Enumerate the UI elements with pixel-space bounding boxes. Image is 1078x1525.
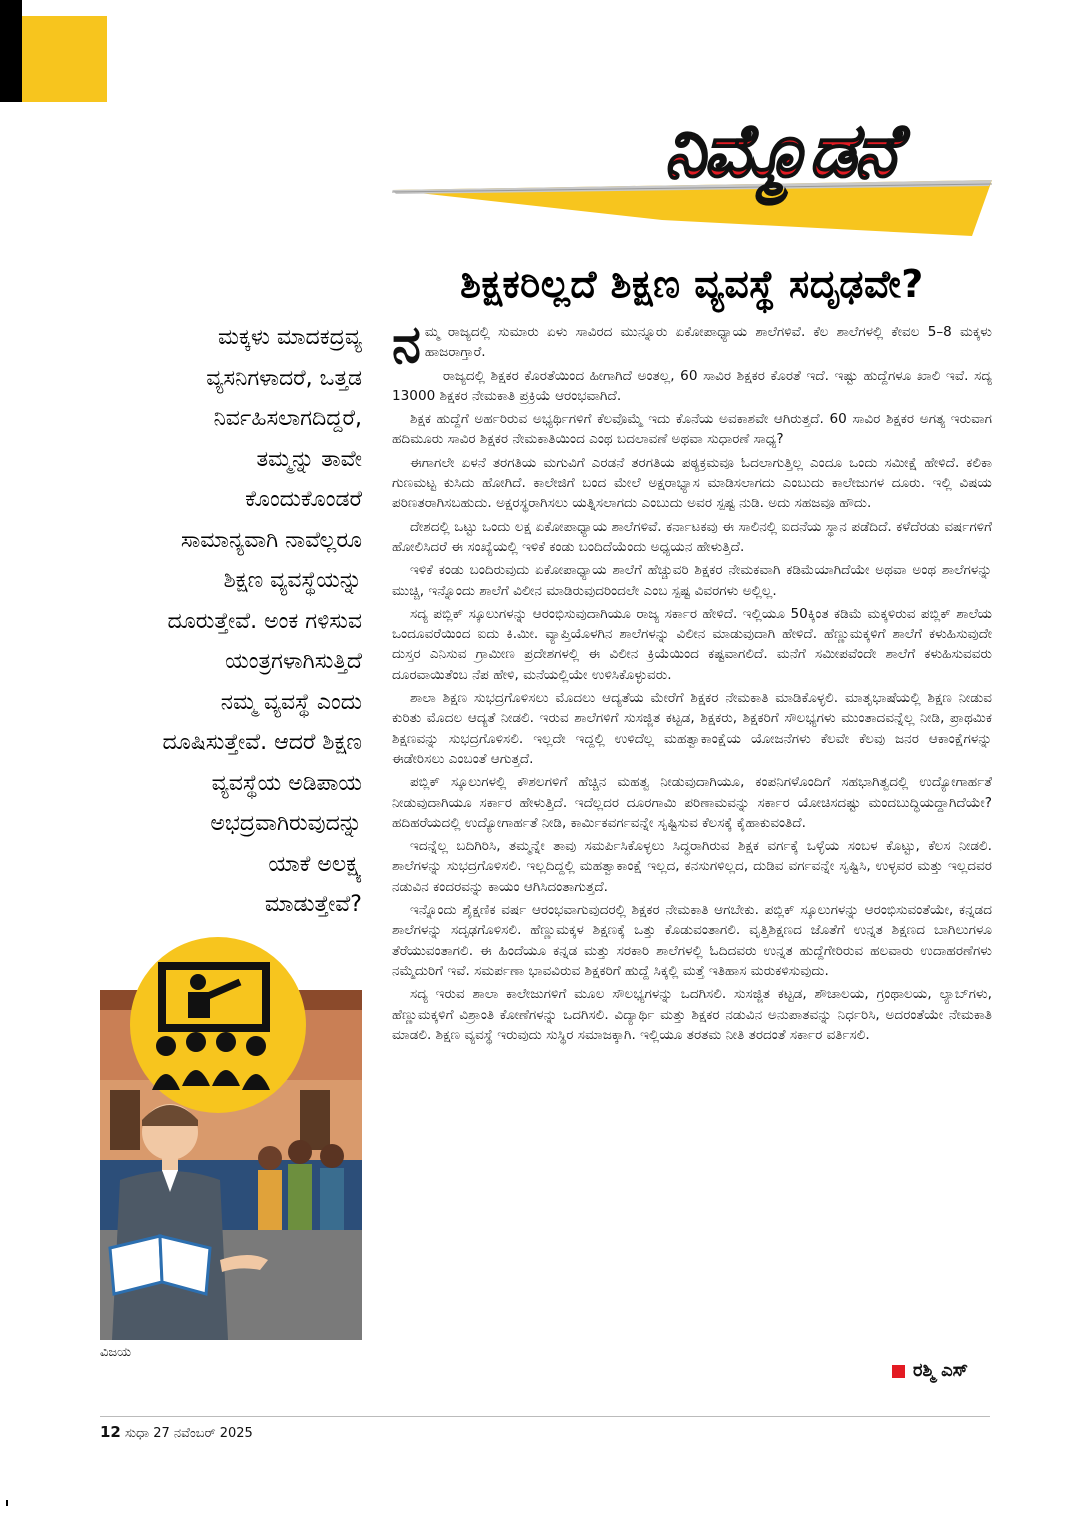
author-name: ರಶ್ಮಿ ಎಸ್ (913, 1360, 969, 1381)
byline (892, 1360, 968, 1381)
pull-quote-line: ನಮ್ಮ ವ್ಯವಸ್ಥೆ ಎಂದು (220, 689, 362, 715)
page-number: 12 (100, 1423, 121, 1441)
drop-cap: ನ (392, 314, 421, 375)
illustration-caption: ವಿಜಯ (100, 1345, 132, 1360)
column-banner (392, 108, 992, 248)
article-paragraph: ಇದನ್ನೆಲ್ಲ ಬದಿಗಿರಿಸಿ, ತಮ್ಮನ್ನೇ ತಾವು ಸಮರ್ಪಿಸಿಕೊಳ್ಳಲು ಸಿದ್ಧರಾಗಿರುವ ಶಿಕ್ಷಕ ವರ್ಗಕ್ಕೆ ಒಳ್ಳೆಯ ಸಂಬಳ ಕೊಟ್ಟು, ಕೆಲಸ ನೀಡಲಿ. ಶಾಲೆಗಳನ್ನು ಸುಭದ್ರಗೊಳಿಸಲಿ. ಇಲ್ಲದಿದ್ದಲ್ಲಿ ಮಹತ್ವಾಕಾಂಕ್ಷೆ ಇಲ್ಲದ, ಕನಸುಗಳಿಲ್ಲದ, ದುಡಿವ ವರ್ಗವನ್ನೇ ಸೃಷ್ಟಿಸಿ, ಉಳ್ಳವರ ಮತ್ತು ಇಲ್ಲದವರ ನಡುವಿನ ಕಂದರವನ್ನು ಕಾಯಂ ಆಗಿಸಿದಂತಾಗುತ್ತದೆ. (392, 838, 992, 895)
corner-black-bar (0, 0, 22, 102)
article-body (392, 314, 992, 1048)
article-paragraph: ಇಳಿಕೆ ಕಂಡು ಬಂದಿರುವುದು ಏಕೋಪಾಧ್ಯಾಯ ಶಾಲೆಗೆ ಹೆಚ್ಚುವರಿ ಶಿಕ್ಷಕರ ನೇಮಕವಾಗಿ ಕಡಿಮೆಯಾಗಿದೆಯೇ ಅಥವಾ ಅಂಥ ಶಾಲೆಗಳನ್ನು ಮುಚ್ಚಿ, ಇನ್ನೊಂದು ಶಾಲೆಗೆ ವಿಲೀನ ಮಾಡಿರುವುದರಿಂದಲೇ ಎಂಬ ಸ್ಪಷ್ಟ ವಿವರಗಳು ಅಲ್ಲಿಲ್ಲ. (392, 562, 992, 599)
pull-quote-line: ಯಂತ್ರಗಳಾಗಿಸುತ್ತಿದೆ (225, 649, 362, 674)
article-paragraph: ದೇಶದಲ್ಲಿ ಒಟ್ಟು ಒಂದು ಲಕ್ಷ ಏಕೋಪಾಧ್ಯಾಯ ಶಾಲೆಗಳಿವೆ. ಕರ್ನಾಟಕವು ಈ ಸಾಲಿನಲ್ಲಿ ಐದನೆಯ ಸ್ಥಾನ ಪಡೆದಿದೆ. ಕಳೆದೆರಡು ವರ್ಷಗಳಿಗೆ ಹೋಲಿಸಿದರೆ ಈ ಸಂಖ್ಯೆಯಲ್ಲಿ ಇಳಿಕೆ ಕಂಡು ಬಂದಿದೆಯೆಂದು ಅಧ್ಯಯನ ಹೇಳುತ್ತಿದೆ. (392, 518, 992, 555)
pull-quote-line: ಮಾಡುತ್ತೇವೆ? (264, 892, 362, 917)
pull-quote-line: ನಿರ್ವಹಿಸಲಾಗದಿದ್ದರೆ, (213, 406, 362, 431)
pull-quote (100, 318, 362, 926)
pull-quote-line: ಮಕ್ಕಳು ಮಾದಕದ್ರವ್ಯ (218, 325, 362, 350)
pull-quote-line: ಅಭದ್ರವಾಗಿರುವುದನ್ನು (210, 811, 362, 836)
footer-divider (100, 1416, 990, 1417)
article-paragraph: ಇನ್ನೊಂದು ಶೈಕ್ಷಣಿಕ ವರ್ಷ ಆರಂಭವಾಗುವುದರಲ್ಲಿ ಶಿಕ್ಷಕರ ನೇಮಕಾತಿ ಆಗಬೇಕು. ಪಬ್ಲಿಕ್ ಸ್ಕೂಲುಗಳನ್ನು ಆರಂಭಿಸುವಂತೆಯೇ, ಕನ್ನಡದ ಶಾಲೆಗಳನ್ನು ಸದೃಢಗೊಳಿಸಲಿ. ಹೆಣ್ಣುಮಕ್ಕಳ ಶಿಕ್ಷಣಕ್ಕೆ ಒತ್ತು ಕೊಡುವಂತಾಗಲಿ. ವೃತ್ತಿಶಿಕ್ಷಣದ ಜೊತೆಗೆ ಉನ್ನತ ಶಿಕ್ಷಣದ ಬಾಗಿಲುಗಳೂ ತೆರೆಯುವಂತಾಗಲಿ. ಈ ಹಿಂದೆಯೂ ಕನ್ನಡ ಮತ್ತು ಸರಕಾರಿ ಶಾಲೆಗಳಲ್ಲಿ ಓದಿದವರು ಉನ್ನತ ಹುದ್ದೆಗೇರಿರುವ ಹಲವಾರು ಉದಾಹರಣೆಗಳು ನಮ್ಮೆದುರಿಗೆ ಇವೆ. ಸಮರ್ಪಣಾ ಭಾವವಿರುವ ಶಿಕ್ಷಕರಿಗೆ ಹುದ್ದೆ ಸಿಕ್ಕಲ್ಲಿ ಮತ್ತೆ ಇತಿಹಾಸ ಮರುಕಳಿಸುವುದು. (392, 902, 992, 979)
article-paragraph: ಶಾಲಾ ಶಿಕ್ಷಣ ಸುಭದ್ರಗೊಳಿಸಲು ಮೊದಲು ಆದ್ಯತೆಯ ಮೇರೆಗೆ ಶಿಕ್ಷಕರ ನೇಮಕಾತಿ ಮಾಡಿಕೊಳ್ಳಲಿ. ಮಾತೃಭಾಷೆಯಲ್ಲಿ ಶಿಕ್ಷಣ ನೀಡುವ ಕುರಿತು ಮೊದಲ ಆದ್ಯತೆ ನೀಡಲಿ. ಇರುವ ಶಾಲೆಗಳಿಗೆ ಸುಸಜ್ಜಿತ ಕಟ್ಟಡ, ಶಿಕ್ಷಕರು, ಶಿಕ್ಷಕರಿಗೆ ಸೌಲಭ್ಯಗಳು ಮುಂತಾದವನ್ನೆಲ್ಲ ನೀಡಿ, ಪ್ರಾಥಮಿಕ ಶಿಕ್ಷಣವನ್ನು ಸುಭದ್ರಗೊಳಿಸಲಿ. ಇಲ್ಲದೇ ಇದ್ದಲ್ಲಿ ಉಳಿದೆಲ್ಲ ಮಹತ್ವಾಕಾಂಕ್ಷೆಯ ಯೋಜನೆಗಳು ಕೆಲವೇ ಕೆಲವು ಜನರ ಆಕಾಂಕ್ಷೆಗಳನ್ನು ಈಡೇರಿಸಲು ಎಂಬಂತೆ ಆಗುತ್ತದೆ. (392, 690, 992, 767)
article-paragraph: ನಮ್ಮ ರಾಜ್ಯದಲ್ಲಿ ಸುಮಾರು ಏಳು ಸಾವಿರದ ಮುನ್ನೂರು ಏಕೋಪಾಧ್ಯಾಯ ಶಾಲೆಗಳಿವೆ. ಕೆಲ ಶಾಲೆಗಳಲ್ಲಿ ಕೇವಲ 5–8 ಮಕ್ಕಳು ಹಾಜರಾಗ್ತಾರೆ. (392, 314, 992, 375)
headline: ಶಿಕ್ಷಕರಿಲ್ಲದೆ ಶಿಕ್ಷಣ ವ್ಯವಸ್ಥೆ ಸದೃಢವೇ? (460, 262, 924, 306)
pull-quote-line: ದೂರುತ್ತೇವೆ. ಅಂಕ ಗಳಿಸುವ (167, 608, 362, 634)
pull-quote-line: ವ್ಯವಸ್ಥೆಯ ಅಡಿಪಾಯ (211, 770, 362, 796)
article-paragraph: ಪಬ್ಲಿಕ್ ಸ್ಕೂಲುಗಳಲ್ಲಿ ಕೌಶಲಗಳಿಗೆ ಹೆಚ್ಚಿನ ಮಹತ್ವ ನೀಡುವುದಾಗಿಯೂ, ಕಂಪನಿಗಳೊಂದಿಗೆ ಸಹಭಾಗಿತ್ವದಲ್ಲಿ ಉದ್ಯೋಗಾರ್ಹತೆ ನೀಡುವುದಾಗಿಯೂ ಸರ್ಕಾರ ಹೇಳುತ್ತಿದೆ. ಇದೆಲ್ಲದರ ದೂರಗಾಮಿ ಪರಿಣಾಮವನ್ನು ಸರ್ಕಾರ ಯೋಚಿಸದಷ್ಟು ಮಂದಬುದ್ಧಿಯದ್ದಾಗಿದೆಯೇ? ಹದಿಹರೆಯದಲ್ಲಿ ಉದ್ಯೋಗಾರ್ಹತೆ ನೀಡಿ, ಕಾರ್ಮಿಕವರ್ಗವನ್ನೇ ಸೃಷ್ಟಿಸುವ ಕೆಲಸಕ್ಕೆ ಕೈಹಾಕುವಂತಿದೆ. (392, 774, 992, 831)
issue-date: 27 ನವೆಂಬರ್ 2025 (153, 1426, 253, 1441)
pull-quote-line: ಕೊಂದುಕೊಂಡರೆ (245, 487, 362, 512)
pull-quote-line: ದೂಷಿಸುತ್ತೇವೆ. ಆದರೆ ಶಿಕ್ಷಣ (162, 730, 362, 755)
pull-quote-line: ಯಾಕೆ ಅಲಕ್ಷ್ಯ (268, 851, 362, 877)
corner-yellow-block (22, 16, 107, 102)
article-paragraph: ಈಗಾಗಲೇ ಏಳನೆ ತರಗತಿಯ ಮಗುವಿಗೆ ಎರಡನೆ ತರಗತಿಯ ಪಠ್ಯಕ್ರಮವೂ ಓದಲಾಗುತ್ತಿಲ್ಲ ಎಂದೂ ಒಂದು ಸಮೀಕ್ಷೆ ಹೇಳಿದೆ. ಕಲಿಕಾ ಗುಣಮಟ್ಟ ಕುಸಿದು ಹೋಗಿದೆ. ಕಾಲೇಜಿಗೆ ಬಂದ ಮೇಲೆ ಅಕ್ಷರಾಭ್ಯಾಸ ಮಾಡಿಸಲಾಗದು ಎಂಬುದು ಕಾಲೇಜುಗಳ ದೂರು. ಇಲ್ಲಿ ವಿಷಯ ಪರಿಣತರಾಗಿಸಬಹುದು. ಅಕ್ಷರಸ್ಥರಾಗಿಸಲು ಯತ್ನಿಸಲಾಗದು ಎಂಬುದು ಅವರ ಸ್ಪಷ್ಟ ನುಡಿ. ಅದು ಸಹಜವೂ ಹೌದು. (392, 454, 992, 512)
banner-title: ನಿಮ್ಮೊಡನೆ (664, 108, 897, 194)
article-paragraph: ಸದ್ಯ ಇರುವ ಶಾಲಾ ಕಾಲೇಜುಗಳಿಗೆ ಮೂಲ ಸೌಲಭ್ಯಗಳನ್ನು ಒದಗಿಸಲಿ. ಸುಸಜ್ಜಿತ ಕಟ್ಟಡ, ಶೌಚಾಲಯ, ಗ್ರಂಥಾಲಯ, ಲ್ಯಾಬ್‌ಗಳು, ಹೆಣ್ಣುಮಕ್ಕಳಿಗೆ ವಿಶ್ರಾಂತಿ ಕೋಣೆಗಳನ್ನು ಒದಗಿಸಲಿ. ವಿದ್ಯಾರ್ಥಿ ಮತ್ತು ಶಿಕ್ಷಕರ ನಡುವಿನ ಅನುಪಾತವನ್ನು ನಿರ್ಧರಿಸಿ, ಅದರಂತೆಯೇ ನೇಮಕಾತಿ ಮಾಡಲಿ. ಶಿಕ್ಷಣ ವ್ಯವಸ್ಥೆ ಇರುವುದು ಸುಸ್ಥಿರ ಸಮಾಜಕ್ಕಾಗಿ. ಇಲ್ಲಿಯೂ ತರತಮ ನೀತಿ ತರದಂತೆ ಸರ್ಕಾರ ವರ್ತಿಸಲಿ. (392, 986, 992, 1043)
page-footer (100, 1423, 253, 1441)
article-paragraph: ಶಿಕ್ಷಕ ಹುದ್ದೆಗೆ ಅರ್ಹರಿರುವ ಅಭ್ಯರ್ಥಿಗಳಿಗೆ ಕೆಲವೊಮ್ಮೆ ಇದು ಕೊನೆಯ ಅವಕಾಶವೇ ಆಗಿರುತ್ತದೆ. 60 ಸಾವಿರ ಶಿಕ್ಷಕರ ಅಗತ್ಯ ಇರುವಾಗ ಹದಿಮೂರು ಸಾವಿರ ಶಿಕ್ಷಕರ ನೇಮಕಾತಿಯಿಂದ ಎಂಥ ಬದಲಾವಣೆ ಅಥವಾ ಸುಧಾರಣೆ ಸಾಧ್ಯ? (392, 411, 992, 448)
pull-quote-line: ವ್ಯಸನಿಗಳಾದರೆ, ಒತ್ತಡ (206, 365, 362, 391)
byline-square-icon (892, 1365, 905, 1378)
classroom-illustration (100, 930, 362, 1340)
article-paragraph: ಸದ್ಯ ಪಬ್ಲಿಕ್ ಸ್ಕೂಲುಗಳನ್ನು ಆರಂಭಿಸುವುದಾಗಿಯೂ ರಾಜ್ಯ ಸರ್ಕಾರ ಹೇಳಿದೆ. ಇಲ್ಲಿಯೂ 50ಕ್ಕಿಂತ ಕಡಿಮೆ ಮಕ್ಕಳಿರುವ ಪಬ್ಲಿಕ್ ಶಾಲೆಯ ಒಂದೂವರೆಯಿಂದ ಐದು ಕಿ.ಮೀ. ವ್ಯಾಪ್ತಿಯೊಳಗಿನ ಶಾಲೆಗಳನ್ನು ವಿಲೀನ ಮಾಡುವುದಾಗಿ ಹೇಳಿದೆ. ಹೆಣ್ಣುಮಕ್ಕಳಿಗೆ ಶಾಲೆಗೆ ಕಳುಹಿಸುವುದೇ ದುಸ್ತರ ಎನಿಸುವ ಗ್ರಾಮೀಣ ಪ್ರದೇಶಗಳಲ್ಲಿ ಈ ವಿಲೀನ ಕ್ರಿಯೆಯಿಂದ ಕಷ್ಟವಾಗಲಿದೆ. ಮನೆಗೆ ಸಮೀಪವೆಂದೇ ಶಾಲೆಗೆ ಕಳುಹಿಸುವವರು ದೂರವಾಯಿತೆಂಬ ನೆಪ ಹೇಳಿ, ಮನೆಯಲ್ಲಿಯೇ ಉಳಿಸಿಕೊಳ್ಳುವರು. (392, 605, 992, 683)
pull-quote-line: ಸಾಮಾನ್ಯವಾಗಿ ನಾವೆಲ್ಲರೂ (180, 527, 362, 553)
crop-mark (6, 1500, 8, 1506)
publication-name: ಸುಧಾ (125, 1426, 150, 1441)
illustration (100, 930, 362, 1340)
article-paragraph: ರಾಜ್ಯದಲ್ಲಿ ಶಿಕ್ಷಕರ ಕೊರತೆಯಿಂದ ಹೀಗಾಗಿದೆ ಅಂತಲ್ಲ, 60 ಸಾವಿರ ಶಿಕ್ಷಕರ ಕೊರತೆ ಇದೆ. ಇಷ್ಟು ಹುದ್ದೆಗಳೂ ಖಾಲಿ ಇವೆ. ಸದ್ಯ 13000 ಶಿಕ್ಷಕರ ನೇಮಕಾತಿ ಪ್ರಕ್ರಿಯೆ ಆರಂಭವಾಗಿದೆ. (392, 367, 992, 404)
pull-quote-line: ಶಿಕ್ಷಣ ವ್ಯವಸ್ಥೆಯನ್ನು (223, 568, 362, 593)
pull-quote-line: ತಮ್ಮನ್ನು ತಾವೇ (256, 446, 362, 472)
